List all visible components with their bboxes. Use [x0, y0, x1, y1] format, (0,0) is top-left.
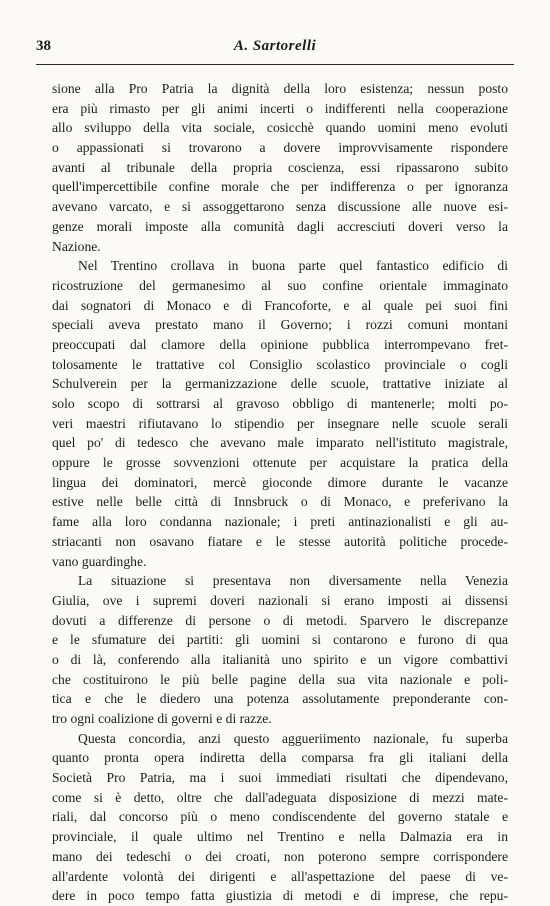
- text-line: che costituirono le più belle pagine della sua vita nazionale e poli-: [52, 671, 508, 687]
- text-line: speciali aveva prestato mano il Governo; i rozzi comuni montani: [52, 317, 508, 333]
- page-header: [36, 38, 514, 62]
- body-text: [52, 79, 508, 906]
- text-line: preoccupati dal clamore della opinione pubblica interrompevano fret-: [52, 336, 508, 352]
- text-line: Società Pro Patria, ma i suoi immediati risultati che dipendevano,: [52, 770, 508, 786]
- text-line: quanto pronta opera indiretta della comparsa fra gli italiani della: [52, 750, 508, 766]
- text-line: veri maestri rifiutavano lo stipendio per insegnare nelle scuole serali: [52, 415, 508, 431]
- text-line: tolosamente le trattative col Consiglio scolastico provinciale o cogli: [52, 356, 508, 372]
- text-line: provinciale, il quale ultimo nel Trentino e nella Dalmazia era in: [52, 829, 508, 845]
- text-line: fame alla loro condanna nazionale; i preti antinazionalisti e gli au-: [52, 514, 508, 530]
- text-line: tro ogni coalizione di governi e di razze.: [52, 711, 272, 726]
- text-line: avanti al tribunale della propria coscienza, essi ripassarono subito: [52, 159, 508, 175]
- text-line: dai sognatori di Monaco e di Francoforte, e al quale pei suoi fini: [52, 297, 508, 313]
- text-line: ricostruzione del germanesimo al suo confine orientale immaginato: [52, 277, 508, 293]
- text-line: solo scopo di sottrarsi al gravoso obbligo di mantenerle; molti po-: [52, 396, 508, 411]
- text-line: vano guardinghe.: [52, 553, 147, 569]
- text-line: tica e che le diedero una potenza assolutamente preponderante con-: [52, 691, 508, 707]
- text-line: dovuti a differenze di persone o di metodi. Sparvero le discrepanze: [52, 612, 508, 628]
- text-line: Questa concordia, anzi questo aggueriimento nazionale, fu superba: [78, 730, 508, 746]
- page-number: 38: [36, 38, 51, 54]
- text-line: dere in poco tempo fatta giustizia di metodi e di imprese, che repu-: [52, 888, 508, 904]
- text-line: o appassionati si trovarono a dovere improvvisamente rispondere: [52, 140, 508, 156]
- text-line: Schulverein per la germanizzazione delle scuole, trattative iniziate al: [52, 376, 508, 392]
- text-line: quel po' di tedesco che avevano male imparato nell'istituto magistrale,: [52, 435, 508, 451]
- text-line: mano dei tedeschi o dei croati, non poterono sempre corrispondere: [52, 848, 508, 864]
- text-line: o di là, conferendo alla italianità uno spirito e un vigore combattivi: [52, 651, 508, 667]
- text-line: oppure le grosse sovvenzioni ottenute per acquistare la pratica della: [52, 455, 508, 471]
- text-line: e le sfumature dei partiti: gli uomini si contarono e furono di qua: [52, 632, 508, 648]
- text-line: all'ardente volontà dei dirigenti e all'aspettazione del paese di ve-: [52, 868, 508, 884]
- text-line: striacanti non osavano fiatare e le stesse autorità politiche procede-: [52, 533, 508, 549]
- text-line: sione alla Pro Patria la dignità della loro esistenza; nessun posto: [52, 81, 508, 96]
- text-line: riali, dal concorso più o meno condiscendente del governo statale e: [52, 809, 508, 825]
- text-line: estive nelle belle città di Innsbruck o di Monaco, e preferivano la: [52, 494, 508, 510]
- text-line: Giulia, ove i supremi doveri nazionali si erano imposti ai dissensi: [52, 592, 508, 608]
- text-line: quell'impercettibile confine morale che per indifferenza o per ignoranza: [52, 179, 508, 195]
- text-line: allo sviluppo della vita sociale, cosicchè quando uomini meno evoluti: [52, 120, 508, 136]
- text-line: lingua dei dominatori, mercè gioconde dimore durante le vacanze: [52, 474, 508, 490]
- text-line: La situazione si presentava non diversamente nella Venezia: [78, 573, 508, 589]
- running-title: A. Sartorelli: [233, 38, 317, 54]
- text-line: genze morali imposte alla comunità dagli accresciuti doveri verso la: [52, 218, 508, 234]
- text-line: avevano varcato, e si assoggettarono senza discussione alle nuove esi-: [52, 199, 508, 215]
- text-line: Nel Trentino crollava in buona parte quel fantastico edificio di: [78, 258, 508, 274]
- text-line: come si è detto, oltre che dall'adeguata disposizione di mezzi mate-: [52, 789, 508, 805]
- text-line: Nazione.: [52, 238, 101, 254]
- header-rule: [36, 64, 514, 65]
- text-line: era più rimasto per gli animi incerti o indifferenti nella cooperazione: [52, 100, 508, 116]
